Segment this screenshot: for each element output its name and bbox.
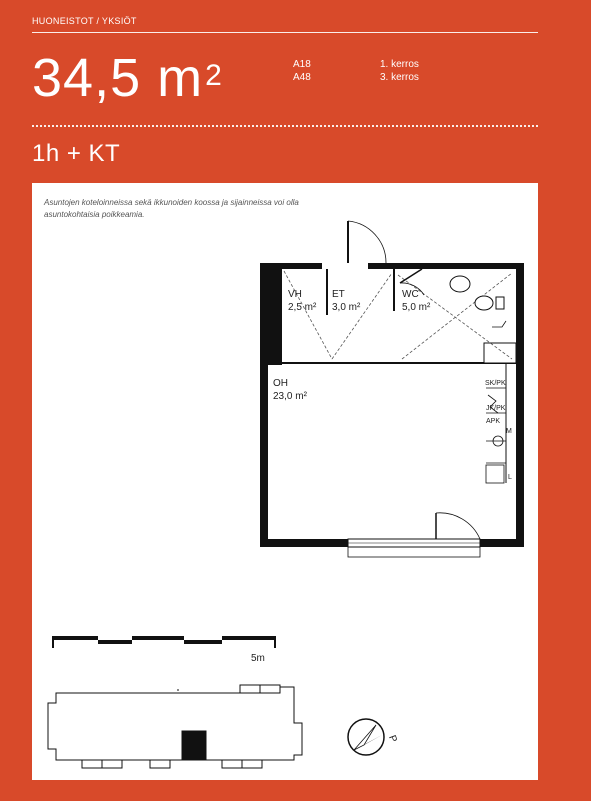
scale-segment xyxy=(184,640,222,644)
door-leaf xyxy=(400,269,422,283)
apartment-codes xyxy=(293,58,311,84)
apartment-code: A18 xyxy=(293,59,311,70)
balcony-box xyxy=(82,760,102,768)
scale-segment xyxy=(98,640,132,644)
door-swing xyxy=(436,513,480,539)
area-exponent: 2 xyxy=(205,59,223,92)
wc-counter xyxy=(484,343,516,363)
wc-fixtures xyxy=(450,276,506,327)
room-area-oh: 23,0 m² xyxy=(273,391,307,402)
door-swing xyxy=(348,221,386,263)
floor-label: 3. kerros xyxy=(380,72,419,83)
ceiling-lines xyxy=(284,271,512,359)
fixture-label-apk: APK xyxy=(486,418,501,425)
balcony-box xyxy=(222,760,242,768)
balcony-box xyxy=(102,760,122,768)
wall-bottom-right xyxy=(480,539,524,547)
category-label: HUONEISTOT / YKSIÖT xyxy=(32,16,137,26)
cabinet-icon xyxy=(486,465,504,483)
wall-right xyxy=(516,263,524,545)
apartment-code: A48 xyxy=(293,72,311,83)
fixture-label-skpk: SK/PK xyxy=(485,380,506,387)
sink-icon xyxy=(450,276,470,292)
scale-segment xyxy=(222,636,276,640)
floor-plan-panel xyxy=(32,183,538,780)
apartment-area xyxy=(32,48,223,108)
wall-top-mid xyxy=(368,263,414,269)
room-label-wc: WC xyxy=(402,289,419,300)
fixture-label-m: M xyxy=(506,428,512,435)
wall-top-right xyxy=(414,263,522,269)
scale-segment xyxy=(132,636,184,640)
room-label-vh: VH xyxy=(288,289,302,300)
compass-icon xyxy=(348,719,384,755)
balcony-box xyxy=(240,685,260,693)
room-label-oh: OH xyxy=(273,378,288,389)
key-plan xyxy=(48,685,302,768)
window xyxy=(348,539,480,557)
scale-label: 5m xyxy=(251,653,265,664)
scale-tick xyxy=(274,636,276,648)
apartment-type: 1h + KT xyxy=(32,140,121,167)
balcony-door xyxy=(436,513,480,539)
floor-label: 1. kerros xyxy=(380,59,419,70)
area-value: 34,5 m xyxy=(32,48,204,108)
scale-bar xyxy=(52,636,276,648)
divider xyxy=(32,32,538,33)
window-sill xyxy=(348,547,480,557)
scale-segment xyxy=(52,636,98,640)
fixture-label-jkpk: JK/PK xyxy=(486,405,506,412)
room-label-et: ET xyxy=(332,289,345,300)
wall-bottom-left xyxy=(260,539,348,547)
balcony-box xyxy=(260,685,280,693)
room-area-wc: 5,0 m² xyxy=(402,302,431,313)
dashed-line xyxy=(332,273,392,359)
dashed-line xyxy=(284,271,332,359)
floor-plan-drawing xyxy=(32,183,538,780)
building-outline xyxy=(48,687,302,760)
toilet-tank xyxy=(496,297,504,309)
fixture-label-l: L xyxy=(508,474,512,481)
dotted-divider xyxy=(32,125,538,127)
apartment-floors xyxy=(380,58,419,84)
disclaimer-text: Asuntojen koteloinneissa sekä ikkunoiden koossa ja sijainneissa voi olla asuntokohtaisia poikkeamia. xyxy=(44,198,299,219)
apartment-location-marker xyxy=(182,731,206,760)
wall-left xyxy=(260,263,268,545)
balcony-box xyxy=(242,760,262,768)
balcony-box xyxy=(150,760,170,768)
room-area-vh: 2,5 m² xyxy=(288,302,317,313)
entry-door xyxy=(348,221,386,263)
scale-tick xyxy=(52,636,54,648)
compass-label: P xyxy=(386,733,399,744)
toilet-icon xyxy=(475,296,493,310)
wall-vh-side xyxy=(268,267,282,365)
shower-icon xyxy=(492,321,506,327)
kitchen-appliances xyxy=(486,388,506,483)
room-area-et: 3,0 m² xyxy=(332,302,361,313)
